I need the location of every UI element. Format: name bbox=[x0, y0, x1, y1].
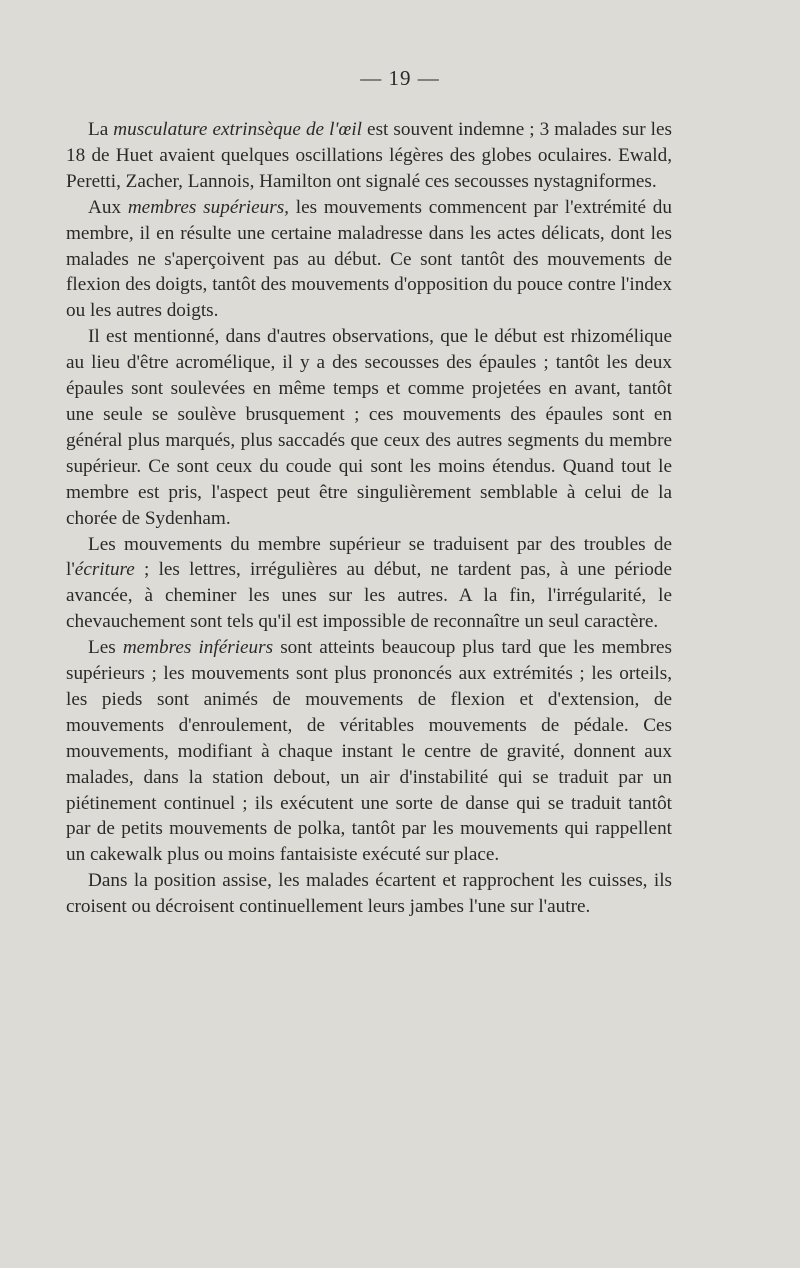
text-run: La bbox=[88, 119, 114, 140]
text-run: Il est mentionné, dans d'autres observations, que le début est rhizomélique au lieu d'être acromélique, il y a des secousses des épaules ; tantôt les deux épaules sont soulevées en même temps et comme projetées en avant, tantôt une seule se soulève brusquement ; ces mouvements des épaules sont en général plus marqués, plus saccadés que ceux des autres segments du membre supérieur. Ce sont ceux du coude qui sont les moins étendus. Quand tout le membre est pris, l'aspect peut être singulièrement semblable à celui de la chorée de Sydenham. bbox=[66, 326, 672, 529]
italic-text: écriture bbox=[74, 559, 135, 581]
page-number: — 19 — bbox=[360, 66, 440, 90]
text-run: sont atteints beaucoup plus tard que les membres supérieurs ; les mouvements sont plus prononcés aux extrémités ; les orteils, les pieds sont animés de mouvements de flexion et d'extension, de mouvements d'enroulement, de véritables mouvements de pédale. Ces mouvements, modifiant à chaque instant le centre de gravité, donnent aux malades, dans la station debout, un air d'instabilité qui se traduit par un piétinement continuel ; ils exécutent une sorte de danse qui se traduit tantôt par de petits mouvements de polka, tantôt par les mouvements qui rappellent un cakewalk plus ou moins fantaisiste exécuté sur place. bbox=[66, 637, 672, 866]
text-run: ; les lettres, irrégulières au début, ne tardent pas, à une période avancée, à cheminer les unes sur les autres. A la fin, l'irrégularité, le chevauchement sont tels qu'il est impossible de reconnaître un seul caractère. bbox=[66, 559, 672, 633]
text-run: est souvent indemne ; 3 malades sur les 18 de Huet avaient quelques oscillations légères des globes oculaires. Ewald, Peretti, Zacher, Lannois, Hamilton ont signalé ces secousses nystagniformes. bbox=[66, 119, 672, 192]
text-run: Aux bbox=[88, 196, 128, 218]
italic-text: membres supérieurs, bbox=[127, 196, 289, 218]
paragraph bbox=[66, 635, 672, 868]
text-run: Dans la position assise, les malades écartent et rapprochent les cuisses, ils croisent ou décroisent continuellement leurs jambes l'une sur l'autre. bbox=[66, 870, 672, 918]
paragraph bbox=[66, 117, 672, 195]
paragraph bbox=[66, 532, 672, 636]
text-run: Les bbox=[88, 637, 123, 659]
paragraph bbox=[66, 324, 672, 531]
italic-text: membres inférieurs bbox=[122, 637, 274, 659]
paragraph bbox=[66, 868, 672, 920]
paragraph bbox=[66, 195, 672, 325]
body-text bbox=[66, 117, 672, 920]
text-run: Les mouvements du membre supérieur se traduisent par des troubles de l' bbox=[66, 533, 672, 581]
text-run: les mouvements commencent par l'extrémité du membre, il en résulte une certaine maladresse dans les actes délicats, dont les malades ne s'aperçoivent pas au début. Ce sont tantôt des mouvements de flexion des doigts, tantôt des mouvements d'opposition du pouce contre l'index ou les autres doigts. bbox=[66, 196, 672, 322]
italic-text: musculature extrinsèque de l'œil bbox=[113, 119, 363, 140]
